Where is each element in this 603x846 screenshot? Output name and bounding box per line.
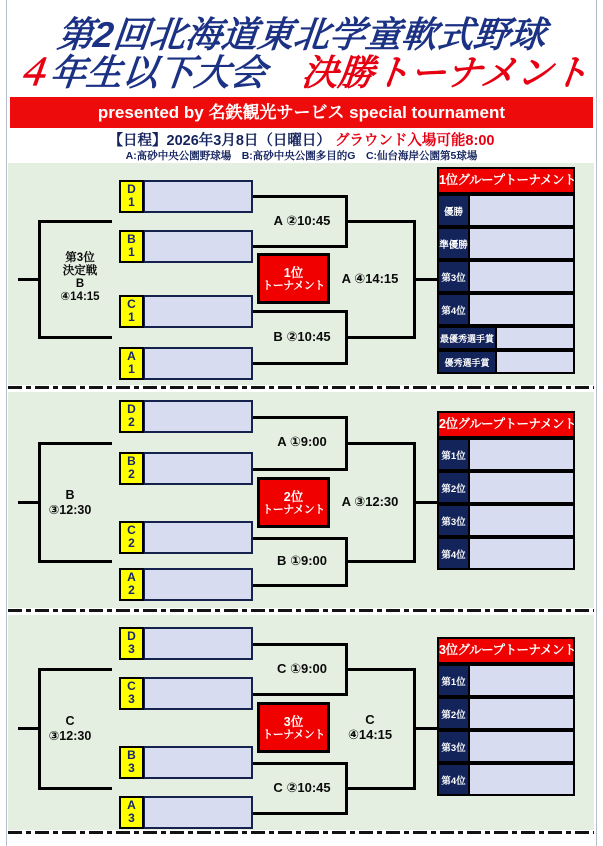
bracket-line [250,643,347,646]
panel-row [437,763,575,796]
dashed-divider [8,609,594,612]
dashed-divider [8,831,594,834]
panel-header: 1位グループトーナメント [437,167,575,194]
panel-row-value [470,763,575,796]
panel-row-label: 準優勝 [437,227,470,260]
panel-row [437,194,575,227]
team-slot [119,400,253,433]
final-time-label: A ④14:15 [341,271,399,286]
match-time-label: B ①9:00 [276,553,328,568]
bracket-line [250,537,347,540]
schedule-line [0,129,603,150]
page-border-right [596,0,597,846]
panel-row-value [470,697,575,730]
team-seed-label: D 1 [119,180,144,213]
bracket-line [413,278,437,281]
panel-row-label: 第3位 [437,260,470,293]
team-name-box [144,568,253,601]
panel-row-label: 最優秀選手賞 [437,326,497,350]
team-seed-label: B 3 [119,746,144,779]
dashed-divider [8,386,594,389]
team-slot [119,347,253,380]
final-time-label: C ④14:15 [347,712,393,742]
panel-row [437,350,575,374]
title-grade-number: ４ [12,52,53,93]
bracket-line [38,220,112,223]
panel-row [437,730,575,763]
bracket-line [38,560,112,563]
bracket-line [413,727,437,730]
team-name-box [144,677,253,710]
team-name-box [144,521,253,554]
team-seed-label: C 1 [119,295,144,328]
panel-row-value [470,194,575,227]
bracket-line [250,812,347,815]
bracket-line [38,336,112,339]
final-time-label: A ③12:30 [341,494,399,509]
team-name-box [144,180,253,213]
team-name-box [144,452,253,485]
team-slot [119,521,253,554]
bracket-line [250,195,347,198]
team-seed-label: B 1 [119,230,144,263]
group-panel-2 [437,411,575,570]
team-slot [119,796,253,829]
panel-row-value [470,471,575,504]
bracket-line [250,245,347,248]
bracket-line [345,560,415,563]
page-title-line1: 第2回北海道東北学童軟式野球 [55,14,548,55]
match-time-label: C ②10:45 [273,780,331,795]
team-seed-label: B 2 [119,452,144,485]
panel-row-label: 第3位 [437,730,470,763]
panel-row [437,293,575,326]
bracket-line [250,693,347,696]
panel-row-value [470,293,575,326]
presented-by-banner: presented by 名鉄観光サービス special tournament [10,97,593,128]
panel-row-label: 第2位 [437,697,470,730]
panel-row [437,537,575,570]
page-title-line2 [0,54,603,92]
panel-row-label: 優勝 [437,194,470,227]
team-name-box [144,347,253,380]
panel-row-value [470,730,575,763]
panel-row-label: 第3位 [437,504,470,537]
tournament-name-box: 2位 トーナメント [257,477,330,528]
panel-row-label: 第1位 [437,664,470,697]
bracket-line [250,362,347,365]
panel-row-value [470,260,575,293]
match-time-label: A ①9:00 [277,434,327,449]
team-name-box [144,230,253,263]
team-seed-label: A 3 [119,796,144,829]
team-slot [119,230,253,263]
team-name-box [144,746,253,779]
bracket-line [250,762,347,765]
bracket-line [250,310,347,313]
bracket-line [345,442,415,445]
panel-row-value [470,664,575,697]
team-seed-label: A 1 [119,347,144,380]
panel-row-label: 第4位 [437,293,470,326]
team-slot [119,627,253,660]
schedule-date: 【日程】2026年3月8日（日曜日） [108,133,331,149]
team-seed-label: C 2 [119,521,144,554]
team-name-box [144,295,253,328]
panel-row-value [470,438,575,471]
match-time-label: C ①9:00 [276,661,328,676]
third-place-note: 第3位 決定戦 B ④14:15 [60,252,100,303]
panel-row-label: 第4位 [437,763,470,796]
bracket-line [345,220,415,223]
entry-time-note: グラウンド入場可能8:00 [334,133,495,149]
tournament-name-box: 1位 トーナメント [257,253,330,304]
team-seed-label: D 2 [119,400,144,433]
bracket-line [345,336,415,339]
team-slot [119,295,253,328]
panel-row [437,227,575,260]
team-slot [119,180,253,213]
panel-row [437,438,575,471]
page-border-left [6,0,7,846]
title-final-text: 決勝トーナメント [300,52,592,93]
bracket-line [250,584,347,587]
team-seed-label: C 3 [119,677,144,710]
bracket-line [345,668,415,671]
panel-row-value [497,350,575,374]
bracket-line [38,787,112,790]
group-panel-1 [437,167,575,374]
third-place-note: B ③12:30 [48,488,92,517]
team-name-box [144,796,253,829]
team-slot [119,746,253,779]
bracket-line [345,787,415,790]
match-time-label: B ②10:45 [273,329,331,344]
team-slot [119,452,253,485]
third-place-note: C ③12:30 [48,714,92,743]
bracket-line [413,501,437,504]
bracket-line [250,416,347,419]
team-name-box [144,627,253,660]
team-slot [119,568,253,601]
team-slot [119,677,253,710]
tournament-name-box: 3位 トーナメント [257,702,330,753]
panel-row [437,664,575,697]
bracket-line [38,668,112,671]
panel-row-value [470,227,575,260]
panel-row-label: 第2位 [437,471,470,504]
match-time-label: A ②10:45 [273,213,331,228]
team-seed-label: A 2 [119,568,144,601]
panel-header: 3位グループトーナメント [437,637,575,664]
bracket-line [250,468,347,471]
team-seed-label: D 3 [119,627,144,660]
panel-header: 2位グループトーナメント [437,411,575,438]
panel-row-label: 第1位 [437,438,470,471]
group-panel-3 [437,637,575,796]
panel-row [437,697,575,730]
panel-row-label: 優秀選手賞 [437,350,497,374]
venue-list: A:髙砂中央公園野球場 B:髙砂中央公園多目的G C:仙台海岸公園第5球場 [125,150,478,162]
panel-row [437,471,575,504]
panel-row-value [470,504,575,537]
panel-row-value [497,326,575,350]
title-grade-text: 年生以下大会 [48,52,305,93]
bracket-line [38,442,112,445]
panel-row [437,326,575,350]
team-name-box [144,400,253,433]
panel-row-label: 第4位 [437,537,470,570]
panel-row [437,504,575,537]
panel-row-value [470,537,575,570]
panel-row [437,260,575,293]
